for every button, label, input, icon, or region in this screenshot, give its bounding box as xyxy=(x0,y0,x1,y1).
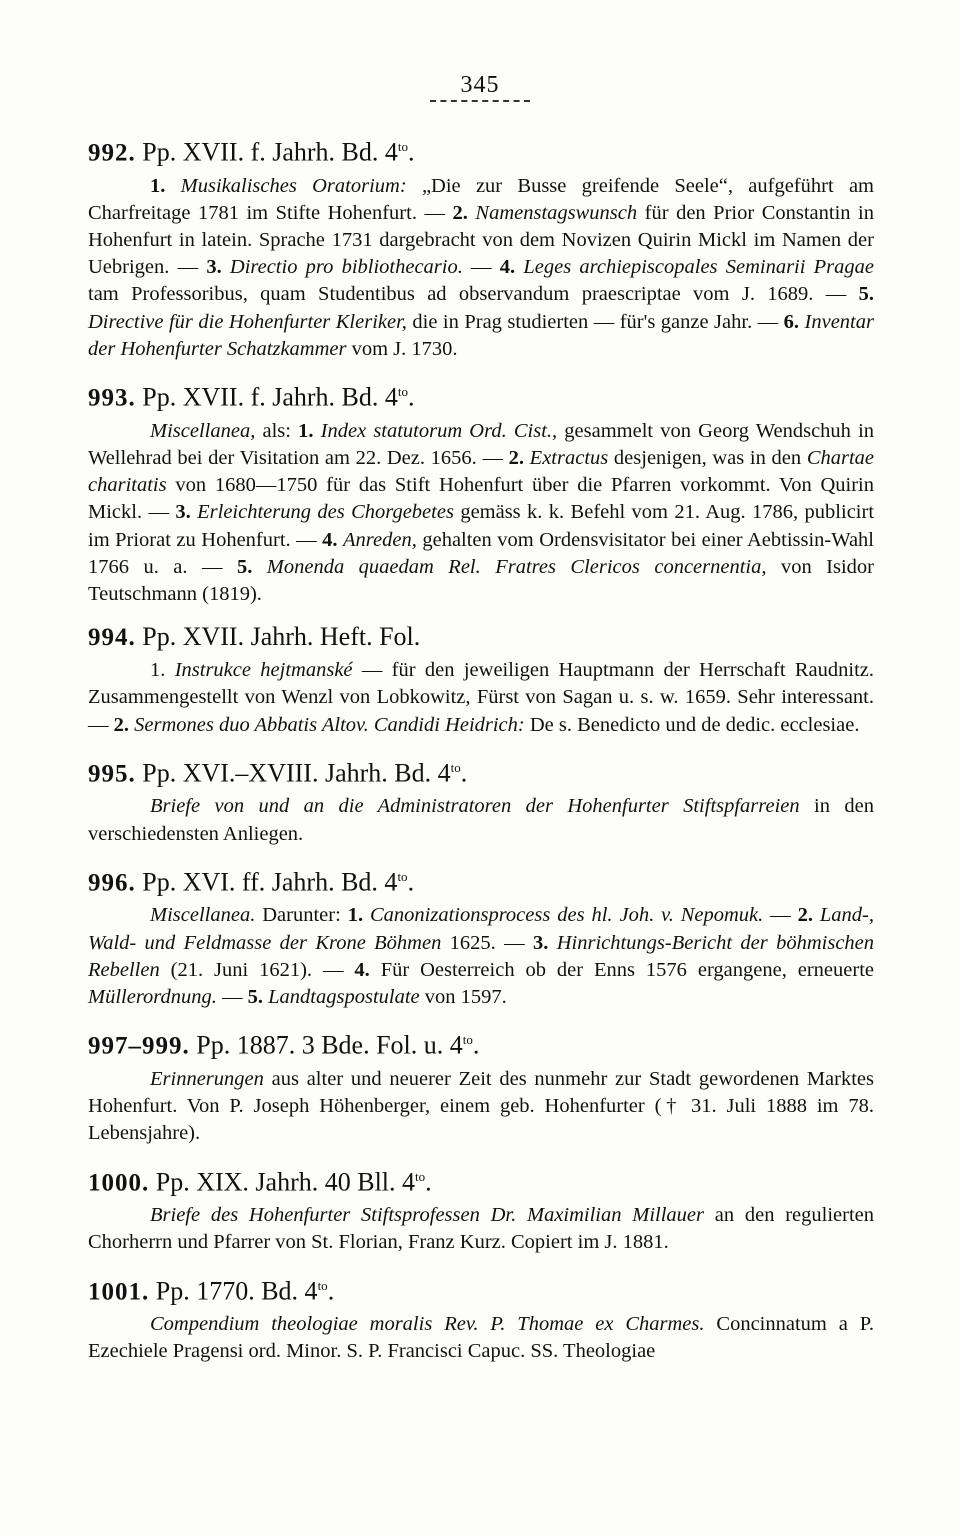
page-number-rule xyxy=(430,100,530,102)
italic-title-text: Landtagspostulate xyxy=(268,986,420,1009)
entry-number: 994. xyxy=(88,624,136,652)
body-text: für den Prior Constantin in Hohenfurt in latein. Sprache 1731 dargebracht von dem Novizen Quirin Mickl im Namen der Uebrigen. — xyxy=(88,201,875,279)
entry-heading xyxy=(88,1025,874,1062)
body-text: vom J. 1730. xyxy=(346,337,458,360)
entry-heading-text: Pp. XVII. f. Jahrh. Bd. 4 xyxy=(142,137,398,167)
italic-title-text: Leges archiepiscopales Seminarii Pragae xyxy=(523,256,874,279)
catalog-entry xyxy=(88,132,874,363)
entry-heading-text: Pp. XVII. Jahrh. Heft. Fol. xyxy=(142,622,421,652)
entry-heading xyxy=(88,1271,874,1308)
entry-description xyxy=(88,173,874,363)
body-text: — xyxy=(763,904,798,927)
entry-description xyxy=(88,902,874,1011)
italic-title-text: Erinnerungen xyxy=(150,1067,264,1090)
entry-heading xyxy=(88,132,874,169)
entry-format-superscript: to xyxy=(397,868,408,884)
page-number: 345 xyxy=(460,72,500,98)
catalog-entry xyxy=(88,622,874,739)
entry-description xyxy=(88,657,874,739)
body-text: von Isidor Teutschmann (1819). xyxy=(88,555,874,605)
body-text: 1625. — xyxy=(441,931,533,954)
item-number: 6. xyxy=(783,310,805,333)
italic-title-text: Directive für die Hohenfurter Kleriker, xyxy=(88,310,407,333)
entry-heading-tail: . xyxy=(408,382,415,412)
body-text: Für Oesterreich ob der Enns 1576 ergangene, erneuerte xyxy=(380,958,874,981)
catalog-entry xyxy=(88,1025,874,1147)
body-text: als: xyxy=(255,419,299,442)
catalog-entry xyxy=(88,753,874,848)
italic-title-text: Compendium theologiae moralis Rev. P. Thomae ex Charmes. xyxy=(150,1313,705,1336)
italic-title-text: Miscellanea, xyxy=(150,419,256,442)
entry-number: 995. xyxy=(88,760,136,788)
italic-title-text: Erleichterung des Chorgebetes xyxy=(197,501,454,524)
body-text: gehalten vom Ordensvisitator bei einer Aebtissin-Wahl 1766 u. a. — xyxy=(88,528,875,578)
item-number: 2. xyxy=(797,904,820,927)
item-number: 2. xyxy=(508,446,530,469)
body-text: an den regulierten Chorherrn und Pfarrer von St. Florian, Franz Kurz. Copiert im J. 1881. xyxy=(88,1204,874,1254)
item-number: 4. xyxy=(354,958,381,981)
body-text: De s. Benedicto und de dedic. ecclesiae. xyxy=(524,713,860,736)
item-number: 3. xyxy=(206,256,230,279)
italic-title-text: Directio pro bibliothecario. xyxy=(229,256,463,279)
body-text: Darunter: xyxy=(255,904,348,927)
item-number: 3. xyxy=(175,501,198,524)
entry-heading-text: Pp. XVII. f. Jahrh. Bd. 4 xyxy=(142,382,398,412)
italic-title-text: Land-, Wald- und Feldmasse der Krone Böhmen xyxy=(88,904,875,954)
item-number: 5. xyxy=(247,986,269,1009)
entry-number: 993. xyxy=(88,384,136,412)
entry-format-superscript: to xyxy=(462,1032,473,1048)
entry-number: 992. xyxy=(88,139,136,167)
italic-title-text: Index statutorum Ord. Cist., xyxy=(320,419,558,442)
catalog-entry xyxy=(88,377,874,608)
body-text: (21. Juni 1621). — xyxy=(159,958,355,981)
item-number: 3. xyxy=(533,931,557,954)
body-text: gesammelt von Georg Wendschuh in Wellehrad bei der Visitation am 22. Dez. 1656. — xyxy=(88,419,875,469)
entry-format-superscript: to xyxy=(397,384,409,400)
entry-heading-tail: . xyxy=(408,137,415,167)
body-text: 1. xyxy=(150,659,175,682)
item-number: 5. xyxy=(858,283,874,306)
italic-title-text: Musikalisches Oratorium: xyxy=(180,174,407,197)
italic-title-text: Instrukce hejtmanské xyxy=(174,659,353,682)
body-text: aus alter und neuerer Zeit des nunmehr zur Stadt gewordenen Marktes Hohenfurt. Von P. Joseph Höhenberger, einem geb. Hohenfurter († 31. Juli 1888 im 78. Lebensjahre). xyxy=(88,1067,874,1145)
entry-heading xyxy=(88,862,874,899)
italic-title-text: Sermones duo Abbatis Altov. Candidi Heidrich: xyxy=(134,713,525,736)
entry-format-superscript: to xyxy=(397,139,409,154)
item-number: 1. xyxy=(298,419,321,442)
body-text: „Die zur Busse greifende Seele“, aufgeführt am Charfreitage 1781 im Stifte Hohenfurt. — xyxy=(88,174,874,224)
entry-number: 1001. xyxy=(88,1278,150,1306)
entry-heading-text: Pp. 1887. 3 Bde. Fol. u. 4 xyxy=(196,1030,463,1060)
entry-heading-tail: . xyxy=(460,758,468,788)
entry-number: 996. xyxy=(88,869,136,897)
entry-heading-text: Pp. 1770. Bd. 4 xyxy=(155,1276,318,1306)
body-text: Concinnatum a P. Ezechiele Pragensi ord. Minor. S. P. Francisci Capuc. SS. Theologiae xyxy=(88,1313,875,1363)
entry-heading xyxy=(88,1162,874,1199)
italic-title-text: Anreden, xyxy=(343,528,417,551)
body-text: gemäss k. k. Befehl vom 21. Aug. 1786, publicirt im Priorat zu Hohenfurt. — xyxy=(88,501,875,551)
italic-title-text: Müllerordnung. xyxy=(88,986,217,1009)
entry-number: 1000. xyxy=(88,1169,150,1197)
entry-description xyxy=(88,1066,874,1148)
body-text: die in Prag studierten — für's ganze Jahr. — xyxy=(406,310,784,333)
item-number: 4. xyxy=(322,528,344,551)
item-number: 5. xyxy=(236,555,267,578)
italic-title-text: Canonizationsprocess des hl. Joh. v. Nepomuk. xyxy=(370,904,764,927)
italic-title-text: Inventar der Hohenfurter Schatzkammer xyxy=(88,310,874,360)
italic-title-text: Extractus xyxy=(529,446,609,469)
body-text: — für den jeweiligen Hauptmann der Herrschaft Raudnitz. Zusammengestellt von Wenzl von Lobkowitz, Fürst von Sagan u. s. w. 1659. Sehr interessant. — xyxy=(88,659,874,736)
italic-title-text: Chartae charitatis xyxy=(88,446,875,497)
entry-heading-tail: . xyxy=(407,867,415,897)
body-text: von 1597. xyxy=(419,986,507,1009)
entry-heading-text: Pp. XIX. Jahrh. 40 Bll. 4 xyxy=(155,1167,416,1197)
item-number: 2. xyxy=(452,201,476,224)
entry-description xyxy=(88,1202,874,1256)
item-number: 4. xyxy=(499,256,524,279)
entry-heading xyxy=(88,622,874,653)
italic-title-text: Hinrichtungs-Bericht der böhmischen Rebellen xyxy=(88,931,875,981)
body-text: in den verschiedensten Anliegen. xyxy=(88,795,874,845)
entry-heading-tail: . xyxy=(327,1276,335,1306)
body-text: tam Professoribus, quam Studentibus ad observandum praescriptae vom J. 1689. — xyxy=(88,283,859,306)
italic-title-text: Briefe des Hohenfurter Stiftsprofessen Dr. Maximilian Millauer xyxy=(150,1204,704,1227)
entry-description xyxy=(88,1311,874,1365)
italic-title-text: Namenstagswunsch xyxy=(475,201,638,224)
italic-title-text: Briefe von und an die Administratoren der Hohenfurter Stiftspfarreien xyxy=(150,795,800,818)
entry-heading-text: Pp. XVI. ff. Jahrh. Bd. 4 xyxy=(142,867,398,897)
entry-format-superscript: to xyxy=(450,759,461,775)
body-text: — xyxy=(462,256,500,279)
entry-format-superscript: to xyxy=(415,1168,426,1184)
item-number: 2. xyxy=(113,713,135,736)
entry-heading-text: Pp. XVI.–XVIII. Jahrh. Bd. 4 xyxy=(142,758,451,788)
entry-description xyxy=(88,793,874,847)
catalog-entry xyxy=(88,862,874,1011)
italic-title-text: Miscellanea. xyxy=(150,904,256,927)
catalog-entry xyxy=(88,1162,874,1257)
catalog-entry xyxy=(88,1271,874,1366)
entry-heading xyxy=(88,753,874,790)
entry-format-superscript: to xyxy=(317,1277,328,1293)
body-text: desjenigen, was in den xyxy=(608,446,807,469)
entry-heading xyxy=(88,377,874,414)
item-number: 1. xyxy=(347,904,370,927)
body-text: — xyxy=(216,986,248,1009)
italic-title-text: Monenda quaedam Rel. Fratres Clericos concernentia, xyxy=(266,555,767,578)
entry-number: 997–999. xyxy=(88,1032,190,1060)
entry-heading-tail: . xyxy=(425,1167,432,1197)
entry-description xyxy=(88,418,874,608)
item-number: 1. xyxy=(150,174,181,197)
catalog-entries xyxy=(88,132,874,1380)
entry-heading-tail: . xyxy=(472,1030,480,1060)
body-text: von 1680—1750 für das Stift Hohenfurt über die Pfarren vorkommt. Von Quirin Mickl. — xyxy=(88,474,874,524)
